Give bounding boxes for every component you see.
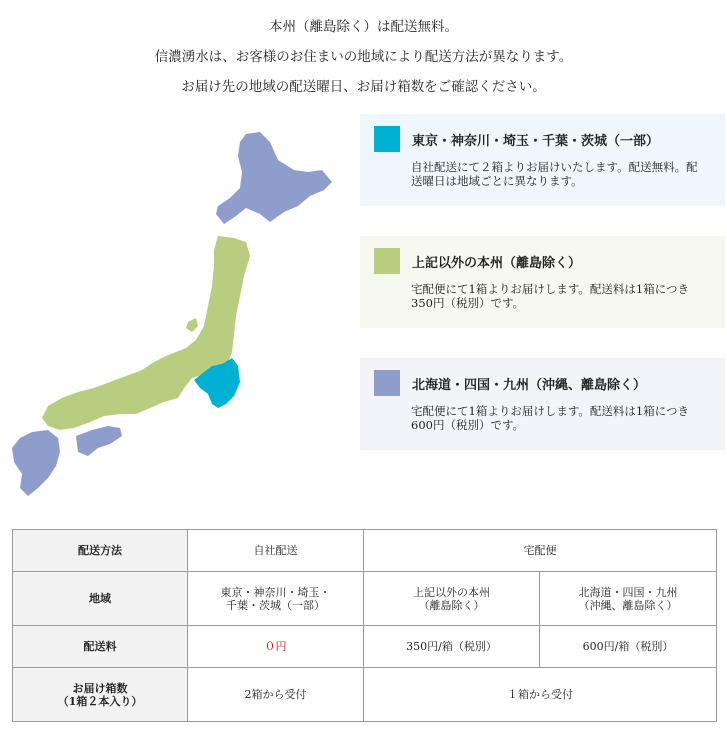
cell-region-kanto-line-1: 東京・神奈川・埼玉・ <box>220 585 331 599</box>
cell-region-honshu-line-1: 上記以外の本州 <box>413 585 490 599</box>
japan-map <box>8 126 338 506</box>
header-boxes <box>13 668 188 722</box>
swatch-kanto <box>374 126 400 152</box>
intro-line-3: お届け先の地域の配送曜日、お届け箱数をご確認ください。 <box>181 79 546 95</box>
region-box-other <box>360 358 725 450</box>
cell-region-honshu <box>364 572 540 626</box>
header-fee: 配送料 <box>13 626 188 668</box>
cell-boxes-courier: １箱から受付 <box>364 668 717 722</box>
cell-fee-kanto: ０円 <box>188 626 364 668</box>
intro-line-2: 信濃湧水は、お客様のお住まいの地域により配送方法が異なります。 <box>154 49 573 65</box>
region-desc-kanto: 自社配送にて２箱よりお届けいたします。配送無料。配送曜日は地域ごとに異なります。 <box>411 160 698 188</box>
cell-region-honshu-line-2: （離島除く） <box>418 598 485 612</box>
cell-own-delivery: 自社配送 <box>188 530 364 572</box>
cell-region-kanto <box>188 572 364 626</box>
cell-courier: 宅配便 <box>364 530 717 572</box>
intro-line-1: 本州（離島除く）は配送無料。 <box>269 19 458 35</box>
swatch-honshu <box>374 248 400 274</box>
cell-fee-honshu: 350円/箱（税別） <box>364 626 540 668</box>
map-sado <box>186 318 198 332</box>
intro-text <box>0 12 727 102</box>
map-shikoku <box>76 426 122 456</box>
table-row <box>13 572 717 626</box>
header-region: 地域 <box>13 572 188 626</box>
cell-region-other-line-1: 北海道・四国・九州 <box>578 585 678 599</box>
cell-region-other <box>540 572 717 626</box>
map-hokkaido <box>216 132 332 224</box>
cell-fee-other: 600円/箱（税別） <box>540 626 717 668</box>
header-boxes-line-1: お届け箱数 <box>72 681 128 695</box>
header-boxes-line-2: （1箱２本入り） <box>57 694 143 708</box>
region-title-other: 北海道・四国・九州（沖縄、離島除く） <box>412 377 647 393</box>
table-row <box>13 530 717 572</box>
region-desc-other: 宅配便にて1箱よりお届けします。配送料は1箱につき600円（税別）です。 <box>411 404 689 432</box>
table-row <box>13 626 717 668</box>
region-title-honshu: 上記以外の本州（離島除く） <box>412 255 582 271</box>
table-row <box>13 668 717 722</box>
region-box-kanto <box>360 114 725 206</box>
cell-boxes-own: 2箱から受付 <box>188 668 364 722</box>
swatch-other <box>374 370 400 396</box>
delivery-table <box>12 529 717 722</box>
region-title-kanto: 東京・神奈川・埼玉・千葉・茨城（一部） <box>412 133 660 149</box>
map-kyushu <box>12 430 60 496</box>
cell-region-other-line-2: （沖縄、離島除く） <box>578 598 678 612</box>
cell-region-kanto-line-2: 千葉・茨城（一部） <box>226 598 325 612</box>
header-method: 配送方法 <box>13 530 188 572</box>
region-box-honshu <box>360 236 725 328</box>
region-desc-honshu: 宅配便にて1箱よりお届けします。配送料は1箱につき350円（税別）です。 <box>411 282 689 310</box>
